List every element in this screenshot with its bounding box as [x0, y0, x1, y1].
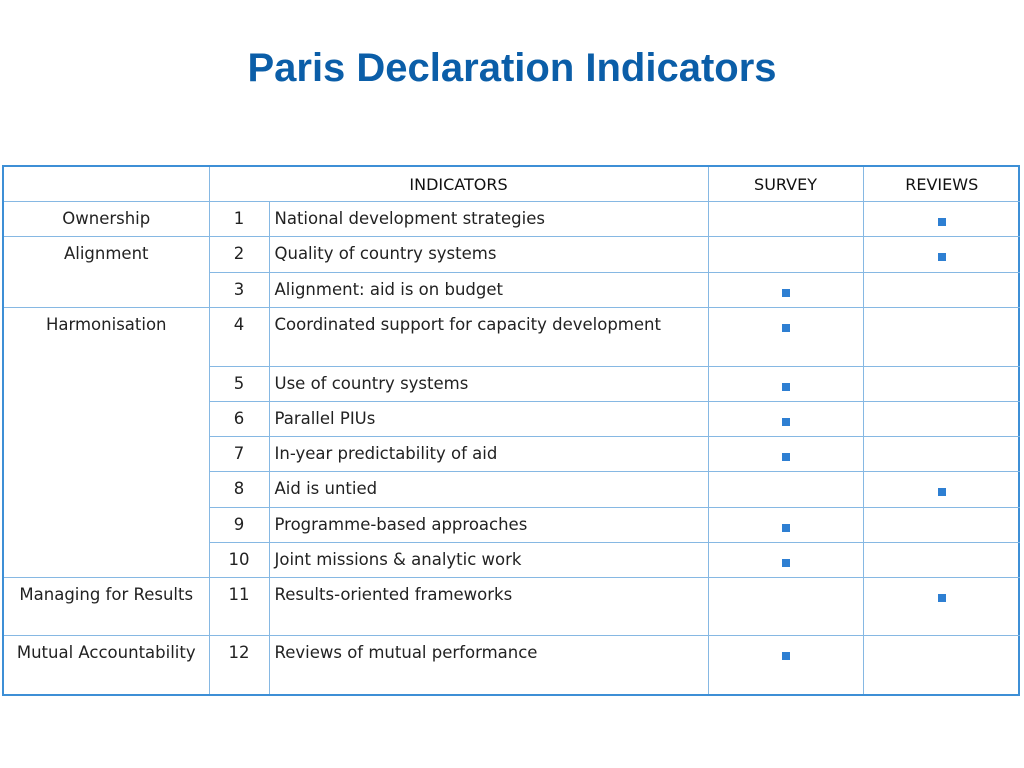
square-bullet-icon: [938, 488, 946, 496]
indicators-table: [4, 167, 1020, 694]
indicator-number: 8: [209, 472, 269, 508]
reviews-cell: [863, 636, 1020, 694]
survey-cell: [708, 367, 863, 402]
indicator-name: Aid is untied: [269, 472, 708, 508]
indicator-name: Parallel PIUs: [269, 402, 708, 437]
survey-cell: [708, 308, 863, 367]
indicator-name: Quality of country systems: [269, 237, 708, 273]
survey-cell: [708, 437, 863, 472]
indicator-number: 9: [209, 508, 269, 543]
page-title: Paris Declaration Indicators: [247, 46, 777, 90]
table-row: [4, 636, 1020, 694]
indicator-name: Alignment: aid is on budget: [269, 273, 708, 308]
header-category: [4, 167, 209, 202]
category-cell: Alignment: [4, 237, 209, 308]
indicator-number: 3: [209, 273, 269, 308]
survey-cell: [708, 543, 863, 578]
survey-cell: [708, 636, 863, 694]
indicator-name: Reviews of mutual performance: [269, 636, 708, 694]
square-bullet-icon: [782, 453, 790, 461]
square-bullet-icon: [782, 559, 790, 567]
reviews-cell: [863, 202, 1020, 237]
indicator-name: Use of country systems: [269, 367, 708, 402]
indicator-number: 11: [209, 578, 269, 636]
reviews-cell: [863, 237, 1020, 273]
category-cell: Ownership: [4, 202, 209, 237]
category-cell: Mutual Accountability: [4, 636, 209, 694]
indicators-table-container: [2, 165, 1020, 696]
category-cell: Harmonisation: [4, 308, 209, 578]
reviews-cell: [863, 367, 1020, 402]
square-bullet-icon: [782, 289, 790, 297]
survey-cell: [708, 508, 863, 543]
table-row: [4, 578, 1020, 636]
indicator-number: 1: [209, 202, 269, 237]
survey-cell: [708, 578, 863, 636]
reviews-cell: [863, 273, 1020, 308]
reviews-cell: [863, 578, 1020, 636]
indicator-name: In-year predictability of aid: [269, 437, 708, 472]
reviews-cell: [863, 472, 1020, 508]
square-bullet-icon: [782, 524, 790, 532]
survey-cell: [708, 202, 863, 237]
reviews-cell: [863, 437, 1020, 472]
header-reviews: REVIEWS: [863, 167, 1020, 202]
survey-cell: [708, 472, 863, 508]
indicator-name: Coordinated support for capacity development: [269, 308, 708, 367]
header-survey: SURVEY: [708, 167, 863, 202]
square-bullet-icon: [782, 383, 790, 391]
indicator-number: 10: [209, 543, 269, 578]
table-row: [4, 202, 1020, 237]
indicator-name: Results-oriented frameworks: [269, 578, 708, 636]
square-bullet-icon: [938, 218, 946, 226]
indicator-name: Programme-based approaches: [269, 508, 708, 543]
square-bullet-icon: [782, 324, 790, 332]
indicator-number: 4: [209, 308, 269, 367]
survey-cell: [708, 237, 863, 273]
indicator-number: 6: [209, 402, 269, 437]
header-indicators: INDICATORS: [209, 167, 708, 202]
category-cell: Managing for Results: [4, 578, 209, 636]
square-bullet-icon: [938, 594, 946, 602]
indicator-number: 2: [209, 237, 269, 273]
header-row: [4, 167, 1020, 202]
indicator-number: 12: [209, 636, 269, 694]
indicator-name: Joint missions & analytic work: [269, 543, 708, 578]
reviews-cell: [863, 543, 1020, 578]
survey-cell: [708, 402, 863, 437]
indicator-name: National development strategies: [269, 202, 708, 237]
table-row: [4, 237, 1020, 273]
indicator-number: 5: [209, 367, 269, 402]
survey-cell: [708, 273, 863, 308]
square-bullet-icon: [782, 418, 790, 426]
reviews-cell: [863, 508, 1020, 543]
table-row: [4, 308, 1020, 367]
square-bullet-icon: [938, 253, 946, 261]
indicator-number: 7: [209, 437, 269, 472]
reviews-cell: [863, 402, 1020, 437]
square-bullet-icon: [782, 652, 790, 660]
reviews-cell: [863, 308, 1020, 367]
